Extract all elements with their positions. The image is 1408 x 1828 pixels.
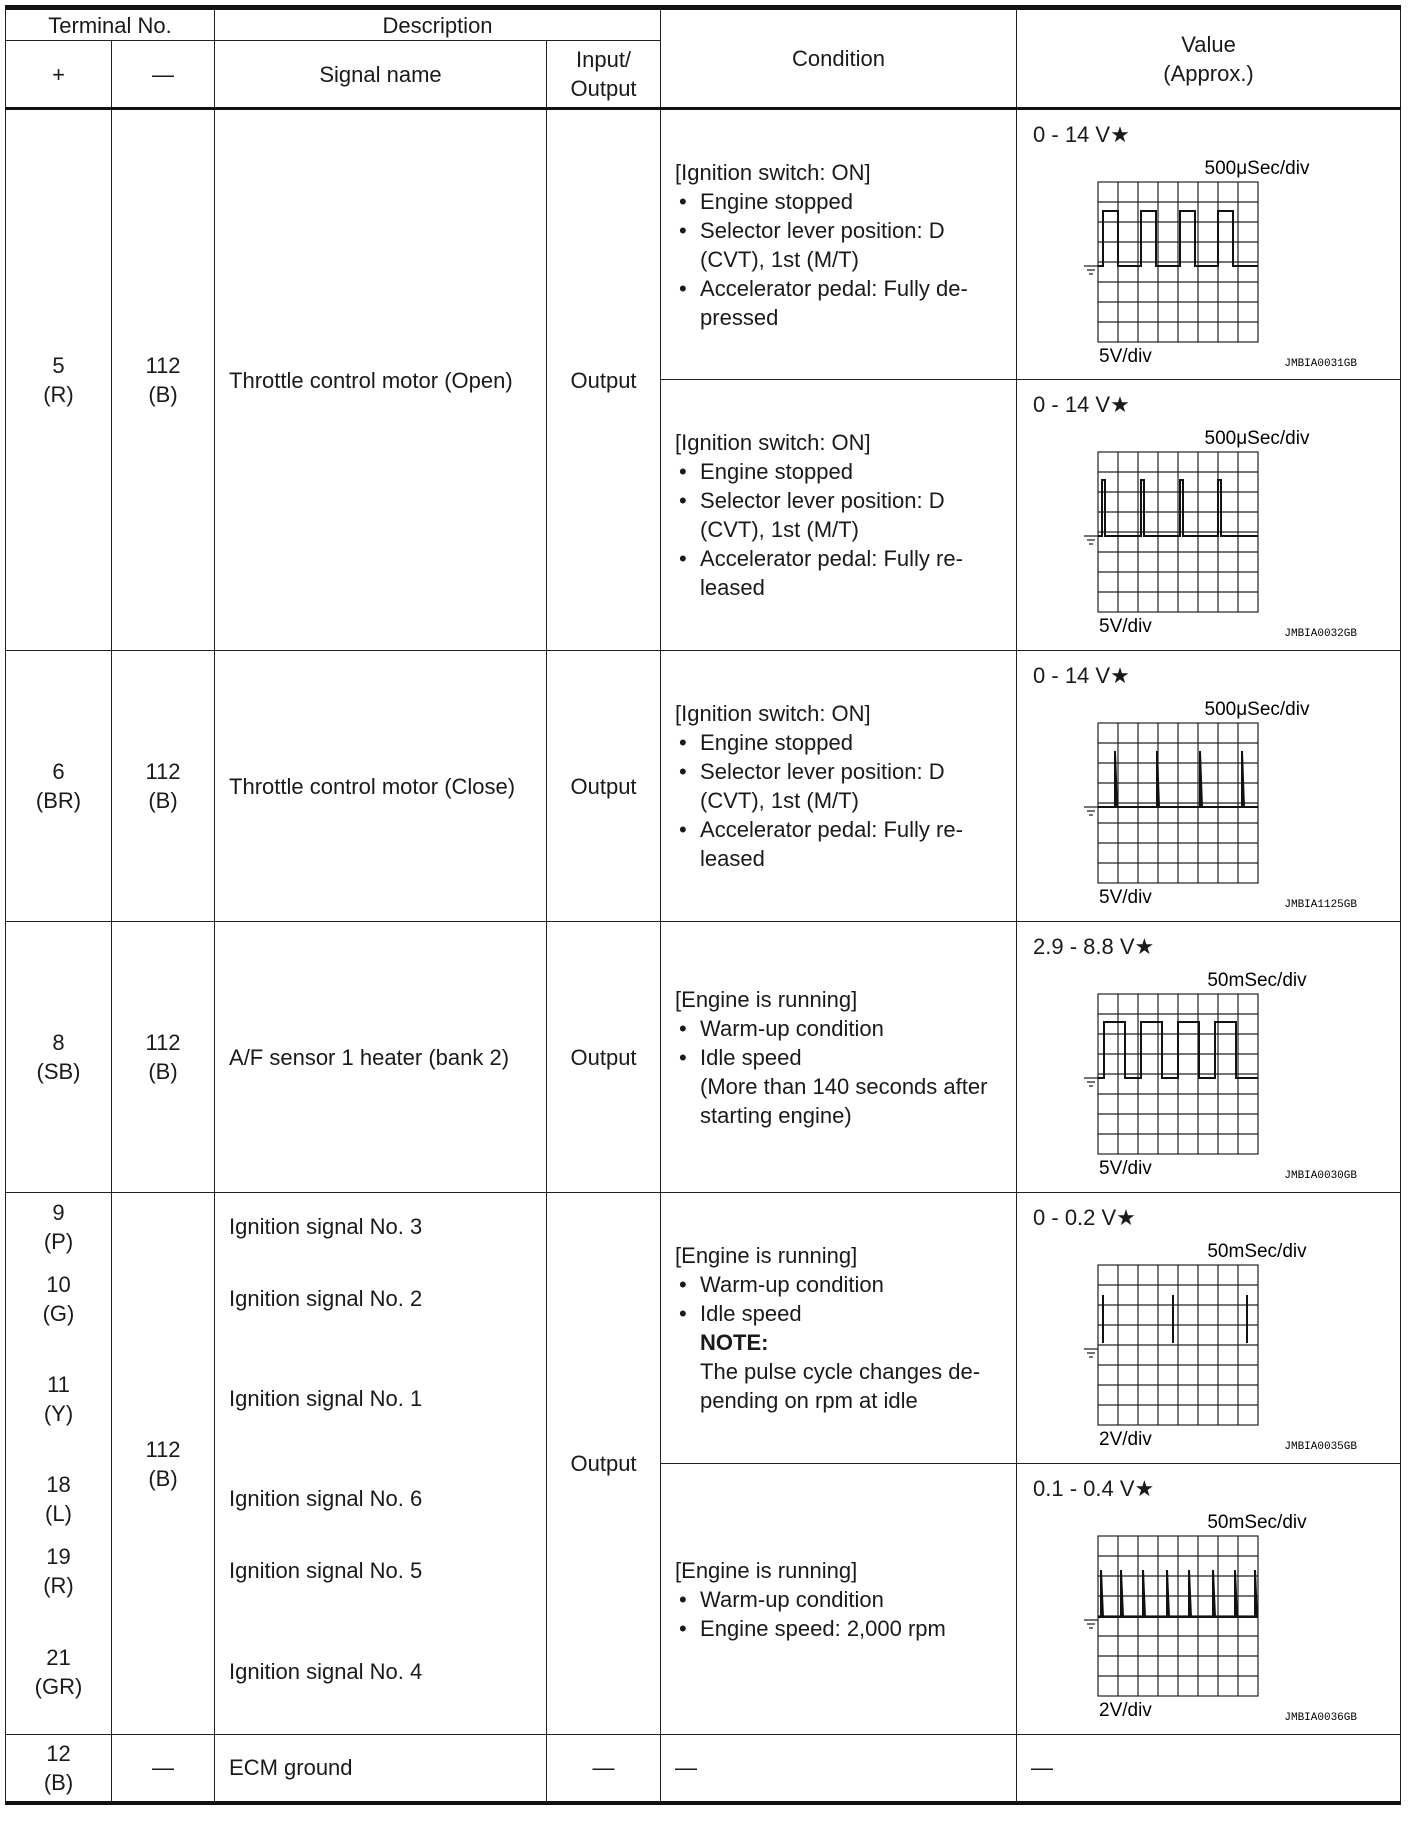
condition-bullet: • Engine speed: 2,000 rpm xyxy=(675,1614,1006,1643)
volt-div-label: 5V/div xyxy=(1099,346,1152,367)
wire-color: (SB) xyxy=(36,1059,81,1084)
terminal-minus xyxy=(112,651,215,922)
signal-name: A/F sensor 1 heater (bank 2) xyxy=(215,922,547,1193)
terminal-plus xyxy=(6,109,112,651)
terminal-number: 112 xyxy=(145,1436,181,1462)
oscilloscope-waveform xyxy=(1017,1464,1401,1735)
header-signal-name: Signal name xyxy=(215,41,547,109)
condition-cell xyxy=(661,1464,1017,1735)
condition-heading: [Ignition switch: ON] xyxy=(675,701,871,726)
condition-bullet: • Engine stopped xyxy=(675,728,1006,757)
condition-bullet: • Warm-up condition xyxy=(675,1270,1006,1299)
grid xyxy=(1098,723,1258,883)
terminal-minus: — xyxy=(112,1735,215,1803)
header-value-line2: (Approx.) xyxy=(1163,60,1254,86)
wire-color: (R) xyxy=(43,382,74,407)
table-row xyxy=(6,1193,1401,1464)
table-row xyxy=(6,922,1401,1193)
header-value xyxy=(1017,8,1401,109)
input-output: Output xyxy=(547,1193,661,1735)
terminal-minus xyxy=(112,1193,215,1735)
input-output: Output xyxy=(547,651,661,922)
header-io-line1: Input/ xyxy=(576,47,632,72)
value-cell: — xyxy=(1017,1735,1401,1803)
terminal-minus xyxy=(112,109,215,651)
ground-symbol xyxy=(1084,1078,1098,1086)
figure-code: JMBIA0032GB xyxy=(1284,628,1358,640)
header-plus: + xyxy=(6,41,112,109)
wire-color: (B) xyxy=(148,1465,178,1491)
header-condition: Condition xyxy=(661,8,1017,109)
timebase-label: 50mSec/div xyxy=(1207,1512,1307,1533)
condition-bullet: • Accelerator pedal: Fully re- leased xyxy=(675,544,1006,602)
grid xyxy=(1098,1265,1258,1425)
input-output: — xyxy=(547,1735,661,1803)
header-io-line2: Output xyxy=(570,76,637,101)
value-cell xyxy=(1017,109,1401,380)
figure-code: JMBIA0031GB xyxy=(1284,358,1358,370)
value-range: 0 - 14 V★ xyxy=(1033,663,1130,688)
volt-div-label: 2V/div xyxy=(1099,1429,1152,1450)
terminal-plus xyxy=(6,922,112,1193)
terminal-item: 9 (P) xyxy=(43,1200,74,1254)
timebase-label: 500μSec/div xyxy=(1204,699,1310,720)
figure-code: JMBIA1125GB xyxy=(1284,899,1358,911)
terminal-item: 10 (G) xyxy=(42,1272,75,1326)
condition-cell xyxy=(661,922,1017,1193)
header-value-line1: Value xyxy=(1181,31,1236,57)
terminal-plus xyxy=(6,651,112,922)
condition-bullet: • Selector lever position: D (CVT), 1st (M/T) xyxy=(675,757,1006,815)
condition-bullet: • Accelerator pedal: Fully de- pressed xyxy=(675,274,1006,332)
waveform-trace xyxy=(1103,1295,1247,1343)
signal-name: Throttle control motor (Close) xyxy=(215,651,547,922)
wire-color: (B) xyxy=(148,382,178,407)
value-range: 2.9 - 8.8 V★ xyxy=(1033,934,1155,959)
wire-color: (BR) xyxy=(35,788,82,813)
condition-heading: [Engine is running] xyxy=(675,1243,858,1268)
wire-color: (B) xyxy=(148,1059,178,1084)
oscilloscope-waveform xyxy=(1017,651,1401,922)
signal-name: Ignition signal No. 5 xyxy=(229,1558,423,1583)
value-range: 0 - 14 V★ xyxy=(1033,122,1130,147)
terminal-item: 18 (L) xyxy=(45,1472,72,1526)
condition-cell xyxy=(661,1193,1017,1464)
terminal-plus xyxy=(6,1735,112,1803)
terminal-item: 11 (Y) xyxy=(43,1372,74,1426)
terminal-number: 5 xyxy=(52,353,65,378)
terminal-number: 112 xyxy=(145,1030,181,1055)
condition-cell: — xyxy=(661,1735,1017,1803)
terminal-number: 6 xyxy=(52,759,65,784)
condition-bullet: • Engine stopped xyxy=(675,187,1006,216)
condition-heading: [Ignition switch: ON] xyxy=(675,159,871,185)
grid xyxy=(1098,452,1258,612)
terminal-number: 112 xyxy=(145,759,181,784)
wire-color: (B) xyxy=(148,788,178,813)
condition-heading: [Ignition switch: ON] xyxy=(675,430,871,455)
waveform-trace xyxy=(1098,1022,1258,1078)
oscilloscope-waveform xyxy=(1017,1193,1401,1464)
terminal-number: 8 xyxy=(52,1030,65,1055)
signal-name: Ignition signal No. 2 xyxy=(229,1286,423,1311)
header-description: Description xyxy=(215,8,661,41)
table-row xyxy=(6,1735,1401,1803)
header-minus: — xyxy=(112,41,215,109)
signal-name: ECM ground xyxy=(215,1735,547,1803)
wire-color: (B) xyxy=(43,1769,74,1795)
timebase-label: 500μSec/div xyxy=(1204,158,1310,179)
figure-code: JMBIA0036GB xyxy=(1284,1712,1358,1724)
terminal-number: 112 xyxy=(145,353,181,378)
input-output: Output xyxy=(547,109,661,651)
ground-symbol xyxy=(1084,266,1098,274)
condition-heading: [Engine is running] xyxy=(675,986,858,1012)
condition-cell xyxy=(661,380,1017,651)
condition-heading: [Engine is running] xyxy=(675,1557,858,1583)
ground-symbol xyxy=(1084,1620,1098,1628)
timebase-label: 50mSec/div xyxy=(1207,970,1307,991)
volt-div-label: 5V/div xyxy=(1099,887,1152,908)
oscilloscope-waveform xyxy=(1017,922,1401,1193)
condition-bullet: • Warm-up condition xyxy=(675,1585,1006,1614)
oscilloscope-waveform xyxy=(1017,110,1401,381)
value-cell xyxy=(1017,922,1401,1193)
signal-name: Ignition signal No. 4 xyxy=(229,1659,423,1684)
header-terminal-no: Terminal No. xyxy=(6,8,215,41)
condition-bullet: • Selector lever position: D (CVT), 1st (M/T) xyxy=(675,486,1006,544)
value-cell xyxy=(1017,651,1401,922)
volt-div-label: 5V/div xyxy=(1099,616,1152,637)
table-row xyxy=(6,651,1401,922)
note-label: NOTE: xyxy=(700,1330,769,1355)
terminal-table xyxy=(5,5,1401,1805)
value-range: 0 - 0.2 V★ xyxy=(1033,1205,1136,1230)
figure-code: JMBIA0035GB xyxy=(1284,1441,1358,1453)
condition-bullet: • Idle speed NOTE: The pulse cycle changes de- pending on rpm at idle xyxy=(675,1299,1006,1415)
value-cell xyxy=(1017,1464,1401,1735)
value-cell xyxy=(1017,1193,1401,1464)
oscilloscope-waveform xyxy=(1017,380,1401,651)
condition-cell xyxy=(661,651,1017,922)
input-output: Output xyxy=(547,922,661,1193)
signal-name: Ignition signal No. 3 xyxy=(229,1214,423,1239)
signal-name-group xyxy=(215,1193,547,1735)
terminal-item: 21 (GR) xyxy=(34,1645,83,1699)
terminal-plus-group xyxy=(6,1193,112,1735)
signal-name: Ignition signal No. 1 xyxy=(229,1386,423,1411)
signal-name: Throttle control motor (Open) xyxy=(215,109,547,651)
ground-symbol xyxy=(1084,1349,1098,1357)
signal-name: Ignition signal No. 6 xyxy=(229,1486,423,1511)
ground-symbol xyxy=(1084,807,1098,815)
header-input-output xyxy=(547,41,661,109)
value-range: 0 - 14 V★ xyxy=(1033,392,1130,417)
condition-cell xyxy=(661,109,1017,380)
condition-bullet: • Accelerator pedal: Fully re- leased xyxy=(675,815,1006,873)
timebase-label: 50mSec/div xyxy=(1207,1241,1307,1262)
timebase-label: 500μSec/div xyxy=(1204,428,1310,449)
figure-code: JMBIA0030GB xyxy=(1284,1170,1358,1182)
condition-bullet: • Selector lever position: D (CVT), 1st (M/T) xyxy=(675,216,1006,274)
volt-div-label: 2V/div xyxy=(1099,1700,1152,1721)
condition-bullet: • Idle speed (More than 140 seconds after starting engine) xyxy=(675,1043,1006,1130)
terminal-item: 19 (R) xyxy=(43,1544,74,1598)
value-cell xyxy=(1017,380,1401,651)
ground-symbol xyxy=(1084,536,1098,544)
condition-bullet: • Warm-up condition xyxy=(675,1014,1006,1043)
condition-bullet: • Engine stopped xyxy=(675,457,1006,486)
terminal-number: 12 xyxy=(46,1740,71,1766)
volt-div-label: 5V/div xyxy=(1099,1158,1152,1179)
terminal-minus xyxy=(112,922,215,1193)
value-range: 0.1 - 0.4 V★ xyxy=(1033,1476,1155,1501)
table-row xyxy=(6,109,1401,380)
